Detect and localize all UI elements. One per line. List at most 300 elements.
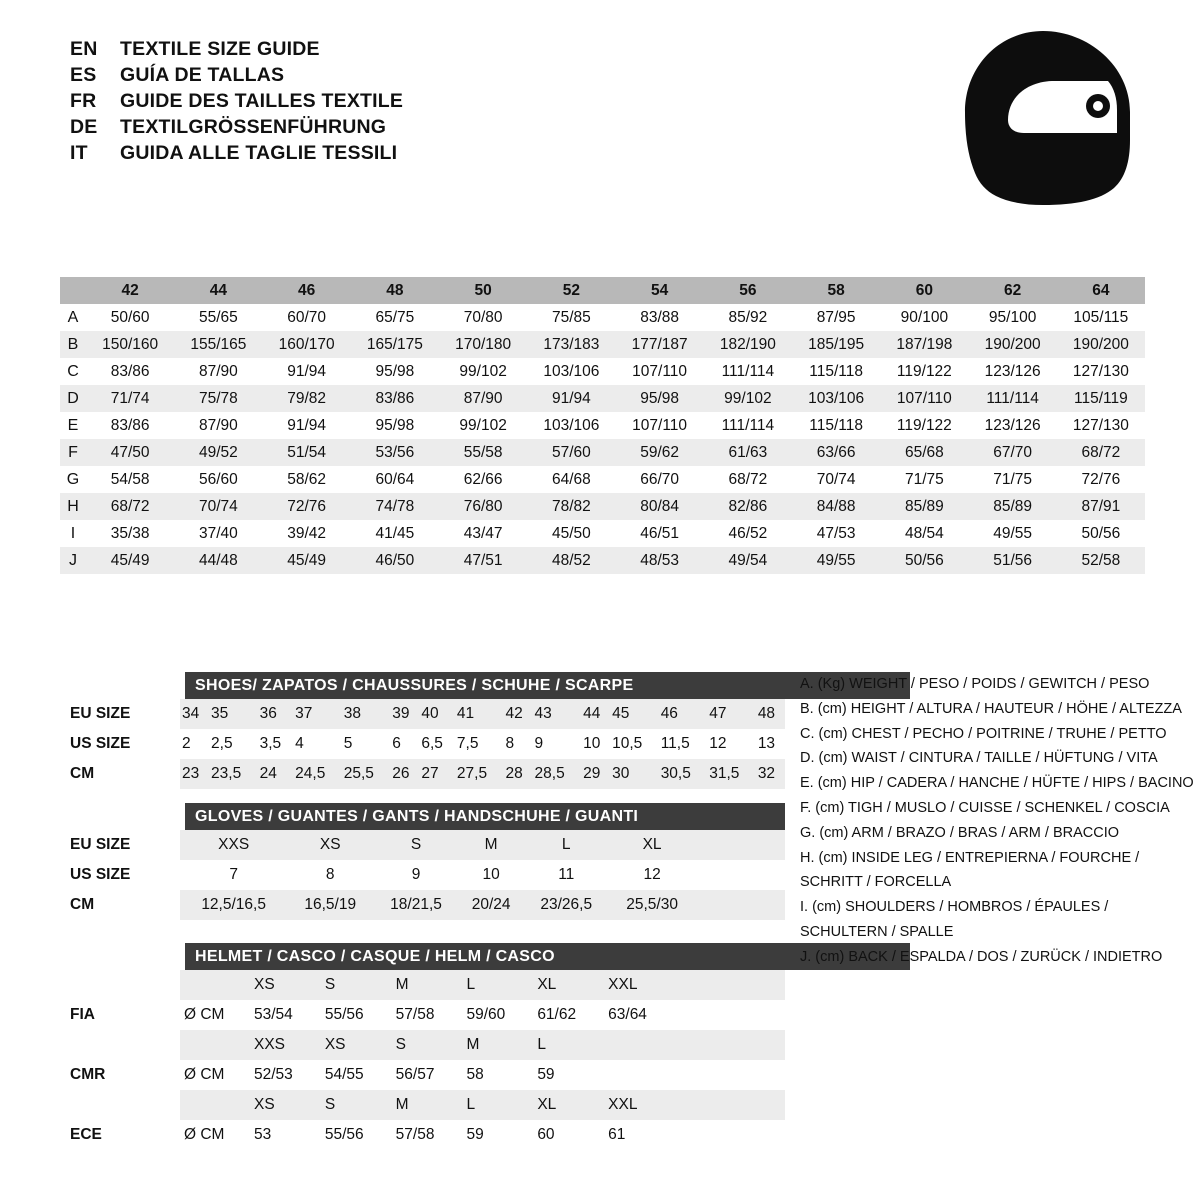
cell: 60/70: [263, 304, 351, 331]
table-row: [60, 699, 785, 729]
racing-helmet-icon: [948, 28, 1138, 213]
cell: Ø CM: [180, 1120, 250, 1150]
cell: 60: [533, 1120, 604, 1150]
cell: 68/72: [86, 493, 174, 520]
shoes-section: [60, 672, 785, 789]
cell: 50/56: [880, 547, 968, 574]
cell: 61/62: [533, 1000, 604, 1030]
band-xl: XL: [616, 250, 704, 277]
cell: XL: [609, 830, 695, 860]
table-row: [60, 385, 1145, 412]
cell: 32: [756, 759, 785, 789]
cell: 57/58: [392, 1120, 463, 1150]
numeric-size-46: 46: [263, 277, 351, 304]
cell: 87/95: [792, 304, 880, 331]
cell: 50/56: [1057, 520, 1145, 547]
table-row: [60, 1000, 785, 1030]
table-row: [60, 1030, 785, 1060]
cell: XXS: [250, 1030, 321, 1060]
cell: 47/50: [86, 439, 174, 466]
cell: 24: [258, 759, 294, 789]
gloves-section: [60, 803, 785, 920]
cell: M: [392, 970, 463, 1000]
cell: 107/110: [616, 412, 704, 439]
cell: 123/126: [969, 358, 1057, 385]
cell: 127/130: [1057, 412, 1145, 439]
cell: 10: [581, 729, 610, 759]
table-row: [60, 547, 1145, 574]
cell: 57/60: [527, 439, 615, 466]
cell: 20/24: [459, 890, 523, 920]
shoes-row-label-us: US SIZE: [60, 729, 180, 759]
cell: 28,5: [533, 759, 582, 789]
cell: 103/106: [792, 385, 880, 412]
title-text-es: GUÍA DE TALLAS: [120, 64, 285, 86]
cell: 59/60: [462, 1000, 533, 1030]
numeric-size-header-row: [60, 277, 1145, 304]
legend-line-h: H. (cm) INSIDE LEG / ENTREPIERNA / FOURCHE /: [800, 849, 1140, 866]
helmet-section: [60, 943, 785, 1150]
cell: 8: [287, 860, 373, 890]
cell: L: [462, 970, 533, 1000]
cell: 107/110: [616, 358, 704, 385]
cell: 187/198: [880, 331, 968, 358]
cell: 24,5: [293, 759, 342, 789]
helmet-row-label-fia: FIA: [60, 1000, 180, 1030]
cell: 72/76: [1057, 466, 1145, 493]
cell: S: [321, 970, 392, 1000]
textile-size-table: [60, 250, 1145, 574]
cell: 23/26,5: [523, 890, 609, 920]
cell: 160/170: [263, 331, 351, 358]
legend-line-h-cont: SCHRITT / FORCELLA: [800, 874, 952, 891]
table-row: [60, 759, 785, 789]
cell: 65/68: [880, 439, 968, 466]
cell: 72/76: [263, 493, 351, 520]
cell: 74/78: [351, 493, 439, 520]
cell: 55/58: [439, 439, 527, 466]
band-xxl: XXL: [792, 250, 969, 277]
band-m: M: [263, 250, 351, 277]
cell: 80/84: [616, 493, 704, 520]
cell: 27: [419, 759, 455, 789]
cell: 78/82: [527, 493, 615, 520]
cell: 95/98: [351, 412, 439, 439]
title-block: [70, 36, 403, 166]
cell: 49/52: [174, 439, 262, 466]
table-row: [60, 890, 785, 920]
cell: 85/89: [880, 493, 968, 520]
row-letter-g: G: [60, 466, 86, 493]
cell: 59: [533, 1060, 604, 1090]
cell: 47/53: [792, 520, 880, 547]
cell: 23: [180, 759, 209, 789]
cell: 31,5: [707, 759, 756, 789]
numeric-size-44: 44: [174, 277, 262, 304]
cell: 111/114: [704, 412, 792, 439]
cell: 79/82: [263, 385, 351, 412]
cell: 68/72: [1057, 439, 1145, 466]
cell: XXL: [604, 970, 675, 1000]
cell: 46: [659, 699, 708, 729]
cell: 83/86: [86, 358, 174, 385]
cell: L: [533, 1030, 604, 1060]
cell: 87/91: [1057, 493, 1145, 520]
legend-line-f: F. (cm) TIGH / MUSLO / CUISSE / SCHENKEL / COSCIA: [800, 799, 1170, 816]
row-letter-i: I: [60, 520, 86, 547]
cell: 70/74: [174, 493, 262, 520]
cell: 75/85: [527, 304, 615, 331]
cell: 123/126: [969, 412, 1057, 439]
helmet-ece-size-label: [60, 1090, 180, 1120]
cell: 71/75: [880, 466, 968, 493]
numeric-size-64: 64: [1057, 277, 1145, 304]
cell: 51/56: [969, 547, 1057, 574]
cell: 7,5: [455, 729, 504, 759]
legend-line-c: C. (cm) CHEST / PECHO / POITRINE / TRUHE / PETTO: [800, 725, 1167, 742]
legend-line-g: G. (cm) ARM / BRAZO / BRAS / ARM / BRACCIO: [800, 824, 1120, 841]
cell: 91/94: [527, 385, 615, 412]
table-row: [60, 493, 1145, 520]
cell: 6,5: [419, 729, 455, 759]
cell: 47: [707, 699, 756, 729]
cell: 155/165: [174, 331, 262, 358]
cell: 84/88: [792, 493, 880, 520]
title-lang-fr: FR: [70, 90, 97, 112]
table-row: [60, 304, 1145, 331]
table-row: [60, 1120, 785, 1150]
cell: 23,5: [209, 759, 258, 789]
cell: 4: [293, 729, 342, 759]
numeric-size-54: 54: [616, 277, 704, 304]
cell: S: [373, 830, 459, 860]
cell: 58: [462, 1060, 533, 1090]
helmet-row-label-cmr: CMR: [60, 1060, 180, 1090]
cell: 91/94: [263, 358, 351, 385]
cell: 87/90: [174, 412, 262, 439]
cell: 50/60: [86, 304, 174, 331]
cell: 8: [503, 729, 532, 759]
title-lang-en: EN: [70, 38, 98, 60]
table-row: [60, 970, 785, 1000]
cell: 61/63: [704, 439, 792, 466]
cell: 75/78: [174, 385, 262, 412]
row-letter-e: E: [60, 412, 86, 439]
cell: 55/65: [174, 304, 262, 331]
row-letter-c: C: [60, 358, 86, 385]
cell: 45/49: [86, 547, 174, 574]
cell: 127/130: [1057, 358, 1145, 385]
legend-line-j: J. (cm) BACK / ESPALDA / DOS / ZURÜCK / INDIETRO: [800, 948, 1163, 965]
cell: 61: [604, 1120, 675, 1150]
cell: 9: [373, 860, 459, 890]
numeric-size-56: 56: [704, 277, 792, 304]
cell: 48/53: [616, 547, 704, 574]
cell: 52/58: [1057, 547, 1145, 574]
cell: 53/56: [351, 439, 439, 466]
cell: 36: [258, 699, 294, 729]
cell: 76/80: [439, 493, 527, 520]
numeric-size-60: 60: [880, 277, 968, 304]
band-l: L: [439, 250, 616, 277]
row-letter-d: D: [60, 385, 86, 412]
numeric-size-42: 42: [86, 277, 174, 304]
cell: 68/72: [704, 466, 792, 493]
row-letter-b: B: [60, 331, 86, 358]
cell: 35: [209, 699, 258, 729]
helmet-cmr-size-label: [60, 1030, 180, 1060]
cell: [604, 1060, 675, 1090]
cell: 99/102: [439, 412, 527, 439]
cell: 46/51: [616, 520, 704, 547]
cell: 29: [581, 759, 610, 789]
cell: 55/56: [321, 1000, 392, 1030]
cell: M: [459, 830, 523, 860]
cell: 83/88: [616, 304, 704, 331]
legend-line-e: E. (cm) HIP / CADERA / HANCHE / HÜFTE / HIPS / BACINO: [800, 775, 1194, 792]
cell: 95/98: [351, 358, 439, 385]
cell: 59: [462, 1120, 533, 1150]
cell: 63/64: [604, 1000, 675, 1030]
legend-line-i-cont: SCHULTERN / SPALLE: [800, 923, 954, 940]
gloves-row-label-cm: CM: [60, 890, 180, 920]
title-text-en: TEXTILE SIZE GUIDE: [120, 38, 320, 60]
cell: 6: [390, 729, 419, 759]
cell: 44: [581, 699, 610, 729]
cell: 60/64: [351, 466, 439, 493]
gloves-table: [60, 830, 785, 920]
cell: 40: [419, 699, 455, 729]
cell: Ø CM: [180, 1060, 250, 1090]
helmet-table: [60, 970, 785, 1150]
cell: XS: [250, 1090, 321, 1120]
row-letter-h: H: [60, 493, 86, 520]
title-lang-de: DE: [70, 116, 98, 138]
legend-line-i: I. (cm) SHOULDERS / HOMBROS / ÉPAULES /: [800, 899, 1109, 916]
title-line-es: [70, 62, 403, 88]
cell: 41/45: [351, 520, 439, 547]
row-letter-a: A: [60, 304, 86, 331]
cell: 91/94: [263, 412, 351, 439]
size-band-row: [60, 250, 1145, 277]
cell: 46/50: [351, 547, 439, 574]
numeric-size-58: 58: [792, 277, 880, 304]
cell: 85/92: [704, 304, 792, 331]
cell: 35/38: [86, 520, 174, 547]
cell: 48: [756, 699, 785, 729]
cell: 87/90: [174, 358, 262, 385]
cell: 57/58: [392, 1000, 463, 1030]
cell: 54/58: [86, 466, 174, 493]
cell: S: [321, 1090, 392, 1120]
cell: M: [462, 1030, 533, 1060]
cell: 12: [609, 860, 695, 890]
cell: 70/80: [439, 304, 527, 331]
shoes-row-label-cm: CM: [60, 759, 180, 789]
cell: 49/54: [704, 547, 792, 574]
cell: 11,5: [659, 729, 708, 759]
cell: 185/195: [792, 331, 880, 358]
cell: 107/110: [880, 385, 968, 412]
cell: 190/200: [1057, 331, 1145, 358]
title-line-it: [70, 140, 403, 166]
cell: 71/75: [969, 466, 1057, 493]
cell: XS: [287, 830, 373, 860]
title-lang-es: ES: [70, 64, 97, 86]
cell: 51/54: [263, 439, 351, 466]
table-row: [60, 830, 785, 860]
cell: 30: [610, 759, 659, 789]
cell: 82/86: [704, 493, 792, 520]
band-s: S: [86, 250, 263, 277]
gloves-row-label-eu: EU SIZE: [60, 830, 180, 860]
cell: 150/160: [86, 331, 174, 358]
cell: 34: [180, 699, 209, 729]
cell: Ø CM: [180, 1000, 250, 1030]
table-row: [60, 358, 1145, 385]
cell: 13: [756, 729, 785, 759]
numeric-size-50: 50: [439, 277, 527, 304]
cell: 3,5: [258, 729, 294, 759]
numeric-size-48: 48: [351, 277, 439, 304]
cell: 190/200: [969, 331, 1057, 358]
gloves-row-label-us: US SIZE: [60, 860, 180, 890]
row-letter-j: J: [60, 547, 86, 574]
row-letter-f: F: [60, 439, 86, 466]
cell: 28: [503, 759, 532, 789]
cell: [604, 1030, 675, 1060]
legend-line-b: B. (cm) HEIGHT / ALTURA / HAUTEUR / HÖHE / ALTEZZA: [800, 700, 1182, 717]
cell: 90/100: [880, 304, 968, 331]
cell: XXL: [604, 1090, 675, 1120]
cell: 41: [455, 699, 504, 729]
cell: S: [392, 1030, 463, 1060]
title-text-fr: GUIDE DES TAILLES TEXTILE: [120, 90, 404, 112]
cell: 177/187: [616, 331, 704, 358]
gloves-title: GLOVES / GUANTES / GANTS / HANDSCHUHE / GUANTI: [185, 803, 785, 830]
cell: 54/55: [321, 1060, 392, 1090]
title-text-it: GUIDA ALLE TAGLIE TESSILI: [120, 142, 398, 164]
cell: XXS: [180, 830, 287, 860]
title-lang-it: IT: [70, 142, 88, 164]
cell: 5: [342, 729, 391, 759]
cell: 62/66: [439, 466, 527, 493]
cell: 37/40: [174, 520, 262, 547]
cell: 119/122: [880, 358, 968, 385]
title-line-de: [70, 114, 403, 140]
table-row: [60, 412, 1145, 439]
cell: 87/90: [439, 385, 527, 412]
numeric-header-corner: [60, 277, 86, 304]
helmet-fia-size-label: [60, 970, 180, 1000]
table-row: [60, 466, 1145, 493]
cell: 56/57: [392, 1060, 463, 1090]
cell: 10,5: [610, 729, 659, 759]
cell: XS: [321, 1030, 392, 1060]
cell: 58/62: [263, 466, 351, 493]
cell: 103/106: [527, 358, 615, 385]
cell: 26: [390, 759, 419, 789]
cell: 115/119: [1057, 385, 1145, 412]
shoes-table: [60, 699, 785, 789]
cell: XL: [533, 1090, 604, 1120]
cell: 64/68: [527, 466, 615, 493]
cell: 65/75: [351, 304, 439, 331]
cell: 7: [180, 860, 287, 890]
cell: 48/54: [880, 520, 968, 547]
cell: 27,5: [455, 759, 504, 789]
cell: 43/47: [439, 520, 527, 547]
cell: 85/89: [969, 493, 1057, 520]
cell: 2: [180, 729, 209, 759]
helmet-row-label-ece: ECE: [60, 1120, 180, 1150]
cell: 9: [533, 729, 582, 759]
cell: 49/55: [792, 547, 880, 574]
table-row: [60, 520, 1145, 547]
cell: 38: [342, 699, 391, 729]
cell: 71/74: [86, 385, 174, 412]
cell: 25,5: [342, 759, 391, 789]
table-row: [60, 860, 785, 890]
cell: 56/60: [174, 466, 262, 493]
cell: 55/56: [321, 1120, 392, 1150]
cell: 111/114: [704, 358, 792, 385]
table-row: [60, 331, 1145, 358]
cell: 173/183: [527, 331, 615, 358]
legend-line-d: D. (cm) WAIST / CINTURA / TAILLE / HÜFTUNG / VITA: [800, 750, 1158, 767]
cell: 47/51: [439, 547, 527, 574]
cell: 70/74: [792, 466, 880, 493]
cell: 52/53: [250, 1060, 321, 1090]
shoes-title: SHOES/ ZAPATOS / CHAUSSURES / SCHUHE / SCARPE: [185, 672, 910, 699]
cell: 59/62: [616, 439, 704, 466]
cell: 83/86: [351, 385, 439, 412]
cell: 39: [390, 699, 419, 729]
cell: 48/52: [527, 547, 615, 574]
cell: 103/106: [527, 412, 615, 439]
shoes-row-label-eu: EU SIZE: [60, 699, 180, 729]
cell: 67/70: [969, 439, 1057, 466]
helmet-title: HELMET / CASCO / CASQUE / HELM / CASCO: [185, 943, 910, 970]
title-text-de: TEXTILGRÖSSENFÜHRUNG: [120, 116, 387, 138]
cell: 53: [250, 1120, 321, 1150]
cell: 18/21,5: [373, 890, 459, 920]
cell: 63/66: [792, 439, 880, 466]
cell: L: [523, 830, 609, 860]
cell: 44/48: [174, 547, 262, 574]
cell: 66/70: [616, 466, 704, 493]
cell: M: [392, 1090, 463, 1120]
title-line-en: [70, 36, 403, 62]
cell: 170/180: [439, 331, 527, 358]
cell: 111/114: [969, 385, 1057, 412]
table-row: [60, 439, 1145, 466]
cell: 12: [707, 729, 756, 759]
table-row: [60, 1090, 785, 1120]
cell: 105/115: [1057, 304, 1145, 331]
cell: 49/55: [969, 520, 1057, 547]
cell: 45/50: [527, 520, 615, 547]
cell: 2,5: [209, 729, 258, 759]
table-row: [60, 1060, 785, 1090]
cell: 30,5: [659, 759, 708, 789]
cell: 45: [610, 699, 659, 729]
cell: 11: [523, 860, 609, 890]
cell: XL: [533, 970, 604, 1000]
title-line-fr: [70, 88, 403, 114]
cell: 99/102: [704, 385, 792, 412]
cell: 165/175: [351, 331, 439, 358]
